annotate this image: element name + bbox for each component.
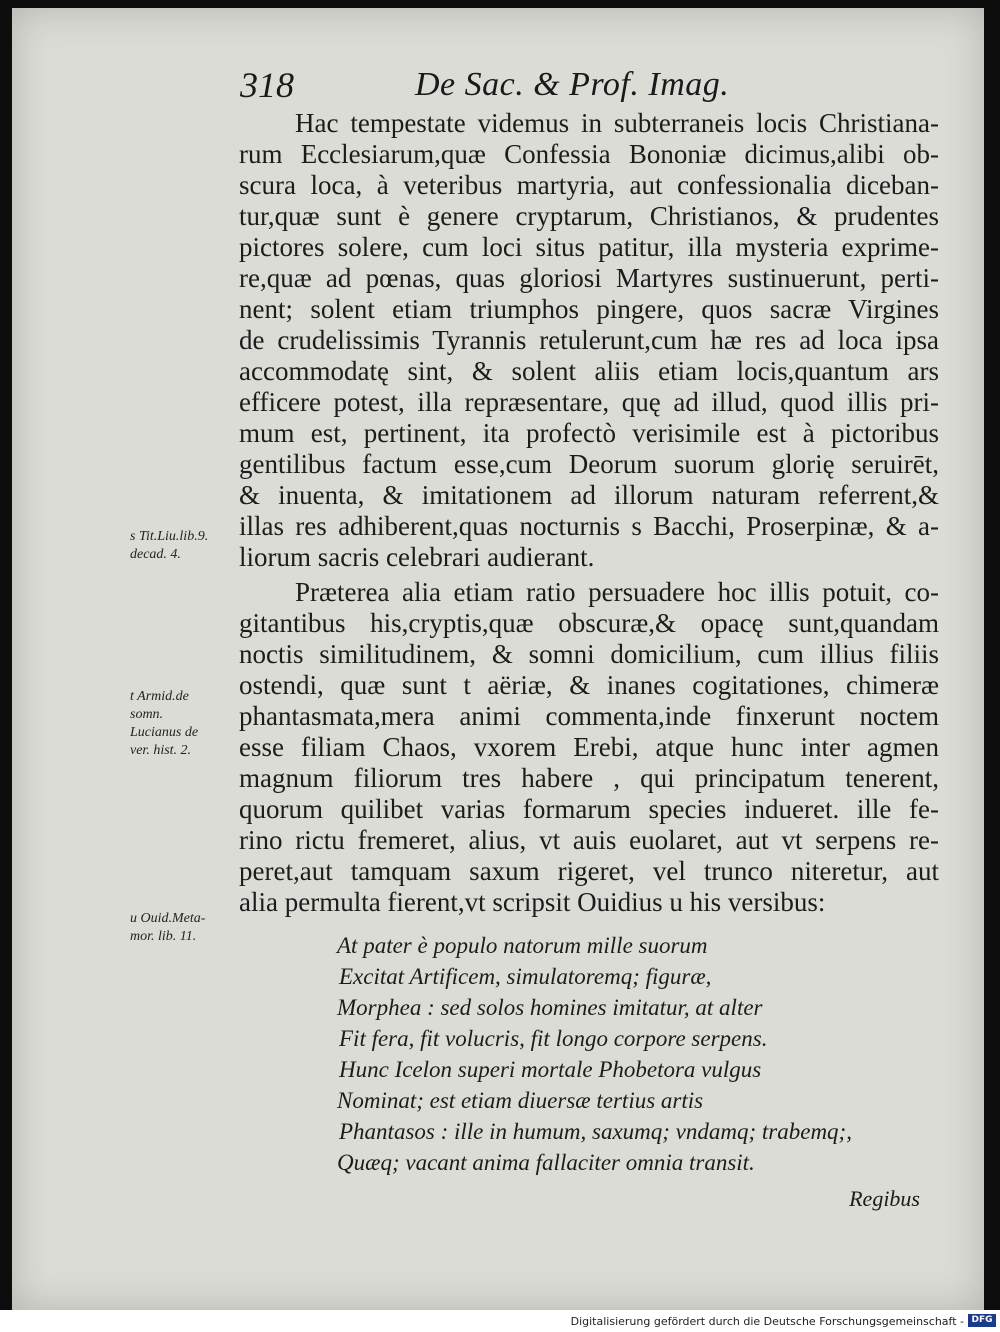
- catchword: Regibus: [849, 1186, 920, 1211]
- verse-line: Fit fera, fit volucris, fit longo corpore serpens.: [339, 1026, 768, 1051]
- text-line: de crudelissimis Tyrannis retulerunt,cum hæ res ad loca ipsa: [239, 325, 939, 355]
- marginal-note-u: [130, 910, 205, 946]
- verse-line: Phantasos : ille in humum, saxumq; vndamq; trabemq;,: [339, 1119, 852, 1144]
- text-line: esse filiam Chaos, vxorem Erebi, atque hunc inter agmen: [239, 732, 939, 762]
- verse-line: Excitat Artificem, simulatoremq; figuræ,: [339, 964, 712, 989]
- text-line: rino rictu fremeret, alius, vt auis euolaret, aut vt serpens re-: [239, 825, 939, 855]
- note-line: s Tit.Liu.lib.9.: [130, 529, 209, 544]
- text-line: pictores solere, cum loci situs patitur, illa mysteria exprime-: [239, 232, 939, 262]
- text-line: gitantibus his,cryptis,quæ obscuræ,& opacę sunt,quandam: [239, 608, 939, 638]
- text-line: tur,quæ sunt è genere cryptarum, Christianos, & prudentes: [239, 201, 939, 231]
- text-line: rum Ecclesiarum,quæ Confessia Bononiæ dicimus,alibi ob-: [239, 139, 939, 169]
- text-line: re,quæ ad pœnas, quas gloriosi Martyres sustinuerunt, perti-: [239, 263, 939, 293]
- text-line: gentilibus factum esse,cum Deorum suorum glorię seruirēt,: [239, 449, 939, 479]
- text-line: phantasmata,mera animi commenta,inde finxerunt noctem: [239, 701, 939, 731]
- page-number: 318: [240, 65, 294, 105]
- text-line: Hac tempestate videmus in subterraneis locis Christiana-: [295, 108, 939, 138]
- text-line: accommodatę sint, & solent aliis etiam locis,quantum ars: [239, 356, 939, 386]
- note-line: decad. 4.: [130, 547, 181, 562]
- text-line: illas res adhiberent,quas nocturnis s Bacchi, Proserpinæ, & a-: [239, 511, 939, 541]
- verse-line: Hunc Icelon superi mortale Phobetora vulgus: [339, 1057, 762, 1082]
- note-line: ver. hist. 2.: [130, 743, 192, 758]
- running-title: De Sac. & Prof. Imag.: [415, 66, 730, 103]
- note-line: mor. lib. 11.: [130, 929, 197, 944]
- text-line: Præterea alia etiam ratio persuadere hoc illis potuit, co-: [295, 577, 939, 607]
- verse-line: Nominat; est etiam diuersæ tertius artis: [337, 1088, 704, 1113]
- text-line: alia permulta fierent,vt scripsit Ouidius u his versibus:: [239, 887, 826, 917]
- verse-line: Morphea : sed solos homines imitatur, at alter: [337, 995, 763, 1020]
- dfg-logo-icon: DFG: [968, 1314, 996, 1327]
- marginal-note-t: [130, 688, 198, 760]
- text-line: quorum quilibet varias formarum species indueret. ille fe-: [239, 794, 939, 824]
- text-line: scura loca, à veteribus martyria, aut confessionalia diceban-: [239, 170, 939, 200]
- note-line: Lucianus de: [130, 725, 199, 740]
- verse-line: Quæq; vacant anima fallaciter omnia transit.: [337, 1150, 755, 1175]
- note-line: t Armid.de: [130, 689, 189, 704]
- verse-line: At pater è populo natorum mille suorum: [337, 933, 708, 958]
- note-line: somn.: [130, 707, 164, 722]
- text-line: peret,aut tamquam saxum rigeret, vel trunco niteretur, aut: [239, 856, 939, 886]
- text-line: & inuenta, & imitationem ad illorum naturam referrent,&: [239, 480, 939, 510]
- text-line: ostendi, quæ sunt t aëriæ, & inanes cogitationes, chimeræ: [239, 670, 939, 700]
- book-page: [12, 8, 984, 1310]
- text-line: magnum filiorum tres habere , qui principatum tenerent,: [239, 763, 939, 793]
- main-text: [239, 108, 939, 918]
- funding-footer: [0, 1310, 1000, 1332]
- text-line: efficere potest, illa repræsentare, quę ad illud, quod illis pri-: [239, 387, 939, 417]
- verse-quotation: [337, 930, 917, 1178]
- text-line: nent; solent etiam triumphos pingere, quos sacræ Virgines: [239, 294, 939, 324]
- marginal-note-s: [130, 528, 208, 564]
- note-line: u Ouid.Meta-: [130, 911, 206, 926]
- page-header: [240, 64, 740, 114]
- text-line: liorum sacris celebrari audierant.: [239, 542, 595, 572]
- funding-credit: Digitalisierung gefördert durch die Deutsche Forschungsgemeinschaft -: [570, 1315, 964, 1328]
- text-line: mum est, pertinent, ita profectò verisimile est à pictoribus: [239, 418, 939, 448]
- text-line: noctis similitudinem, & somni domicilium, cum illius filiis: [239, 639, 939, 669]
